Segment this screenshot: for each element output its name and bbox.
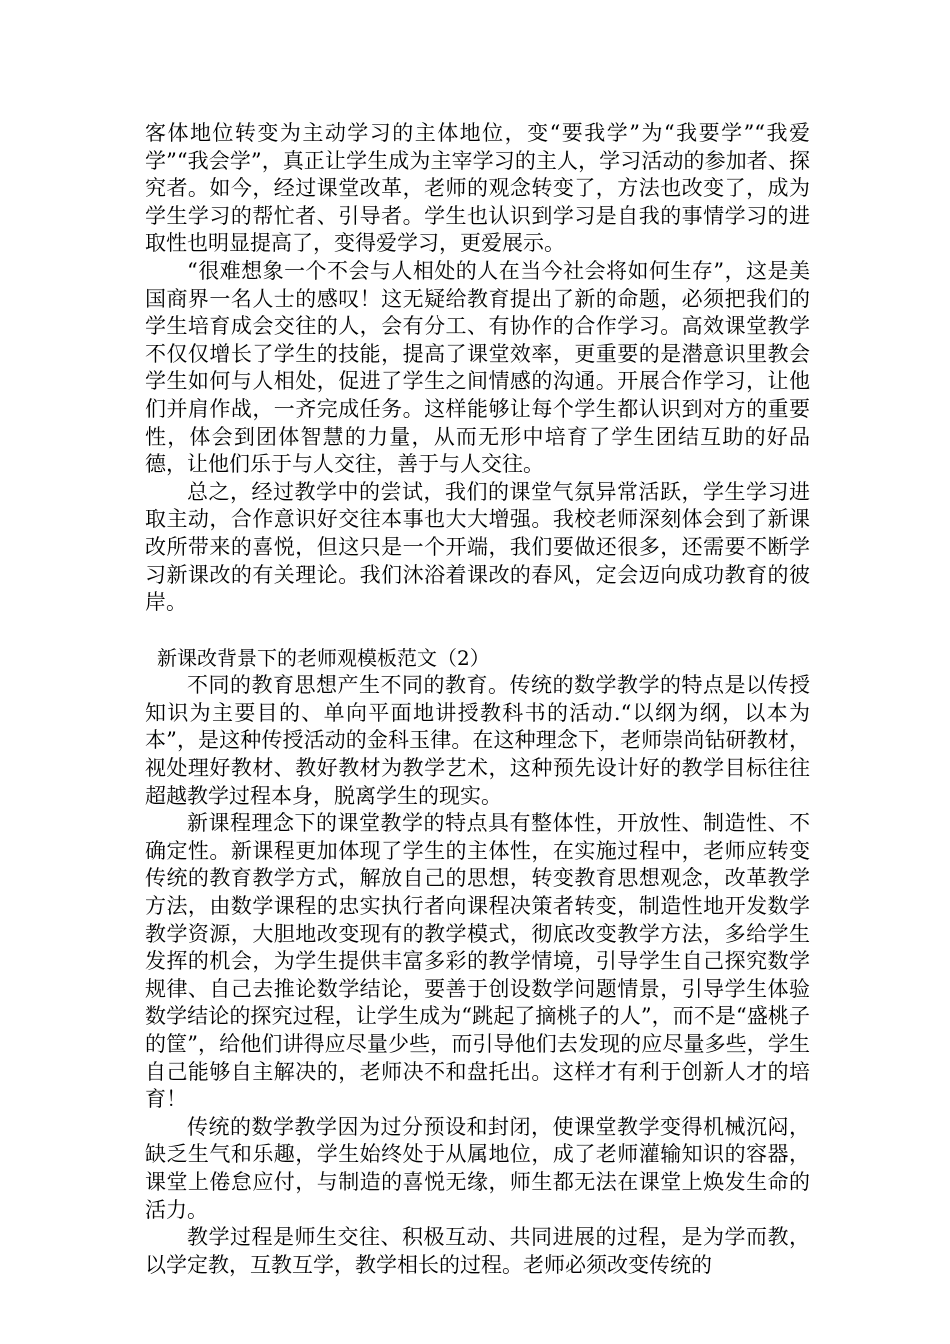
document-page — [145, 120, 810, 1279]
paragraph: 不同的教育思想产生不同的教育。传统的数学教学的特点是以传授知识为主要目的、单向平面地讲授教科书的活动.“以纲为纲，以本为本”，是这种传授活动的金科玉律。在这种理念下，老师崇尚钻研教材，视处理好教材、教好教材为教学艺术，这种预先设计好的教学目标往往超越教学过程本身，脱离学生的现实。 — [145, 673, 810, 808]
paragraph: 新课程理念下的课堂教学的特点具有整体性，开放性、制造性、不确定性。新课程更加体现了学生的主体性，在实施过程中，老师应转变传统的教育教学方式，解放自己的思想，转变教育思想观念，改革教学方法，由数学课程的忠实执行者向课程决策者转变，制造性地开发数学教学资源，大胆地改变现有的教学模式，彻底改变教学方法，多给学生发挥的机会，为学生提供丰富多彩的教学情境，引导学生自己探究数学规律、自己去推论数学结论，要善于创设数学问题情景，引导学生体验数学结论的探究过程，让学生成为“跳起了摘桃子的人”，而不是“盛桃子的筐”，给他们讲得应尽量少些，而引导他们去发现的应尽量多些，学生自己能够自主解决的，老师决不和盘托出。这样才有利于创新人才的培育！ — [145, 811, 810, 1112]
paragraph: 客体地位转变为主动学习的主体地位，变“要我学”为“我要学”“我爱学”“我会学”，真正让学生成为主宰学习的主人，学习活动的参加者、探究者。如今，经过课堂改革，老师的观念转变了，方法也改变了，成为学生学习的帮忙者、引导者。学生也认识到学习是自我的事情学习的进取性也明显提高了，变得爱学习，更爱展示。 — [145, 121, 810, 256]
section-title: 新课改背景下的老师观模板范文（2） — [157, 645, 490, 670]
paragraph: 传统的数学教学因为过分预设和封闭，使课堂教学变得机械沉闷，缺乏生气和乐趣，学生始终处于从属地位，成了老师灌输知识的容器，课堂上倦怠应付，与制造的喜悦无缘，师生都无法在课堂上焕发生命的活力。 — [145, 1114, 810, 1222]
paragraph: 总之，经过教学中的尝试，我们的课堂气氛异常活跃，学生学习进取主动，合作意识好交往本事也大大增强。我校老师深刻体会到了新课改所带来的喜悦，但这只是一个开端，我们要做还很多，还需要不断学习新课改的有关理论。我们沐浴着课改的春风，定会迈向成功教育的彼岸。 — [145, 479, 810, 615]
paragraph: 教学过程是师生交往、积极互动、共同进展的过程，是为学而教，以学定教，互教互学，教学相长的过程。老师必须改变传统的 — [145, 1225, 810, 1277]
section-spacer — [145, 617, 810, 645]
paragraph: “很难想象一个不会与人相处的人在当今社会将如何生存”，这是美国商界一名人士的感叹！这无疑给教育提出了新的命题，必须把我们的学生培育成会交往的人，会有分工、有协作的合作学习。高效课堂教学不仅仅增长了学生的技能，提高了课堂效率，更重要的是潜意识里教会学生如何与人相处，促进了学生之间情感的沟通。开展合作学习，让他们并肩作战，一齐完成任务。这样能够让每个学生都认识到对方的重要性，体会到团体智慧的力量，从而无形中培育了学生团结互助的好品德，让他们乐于与人交往，善于与人交往。 — [145, 258, 810, 477]
